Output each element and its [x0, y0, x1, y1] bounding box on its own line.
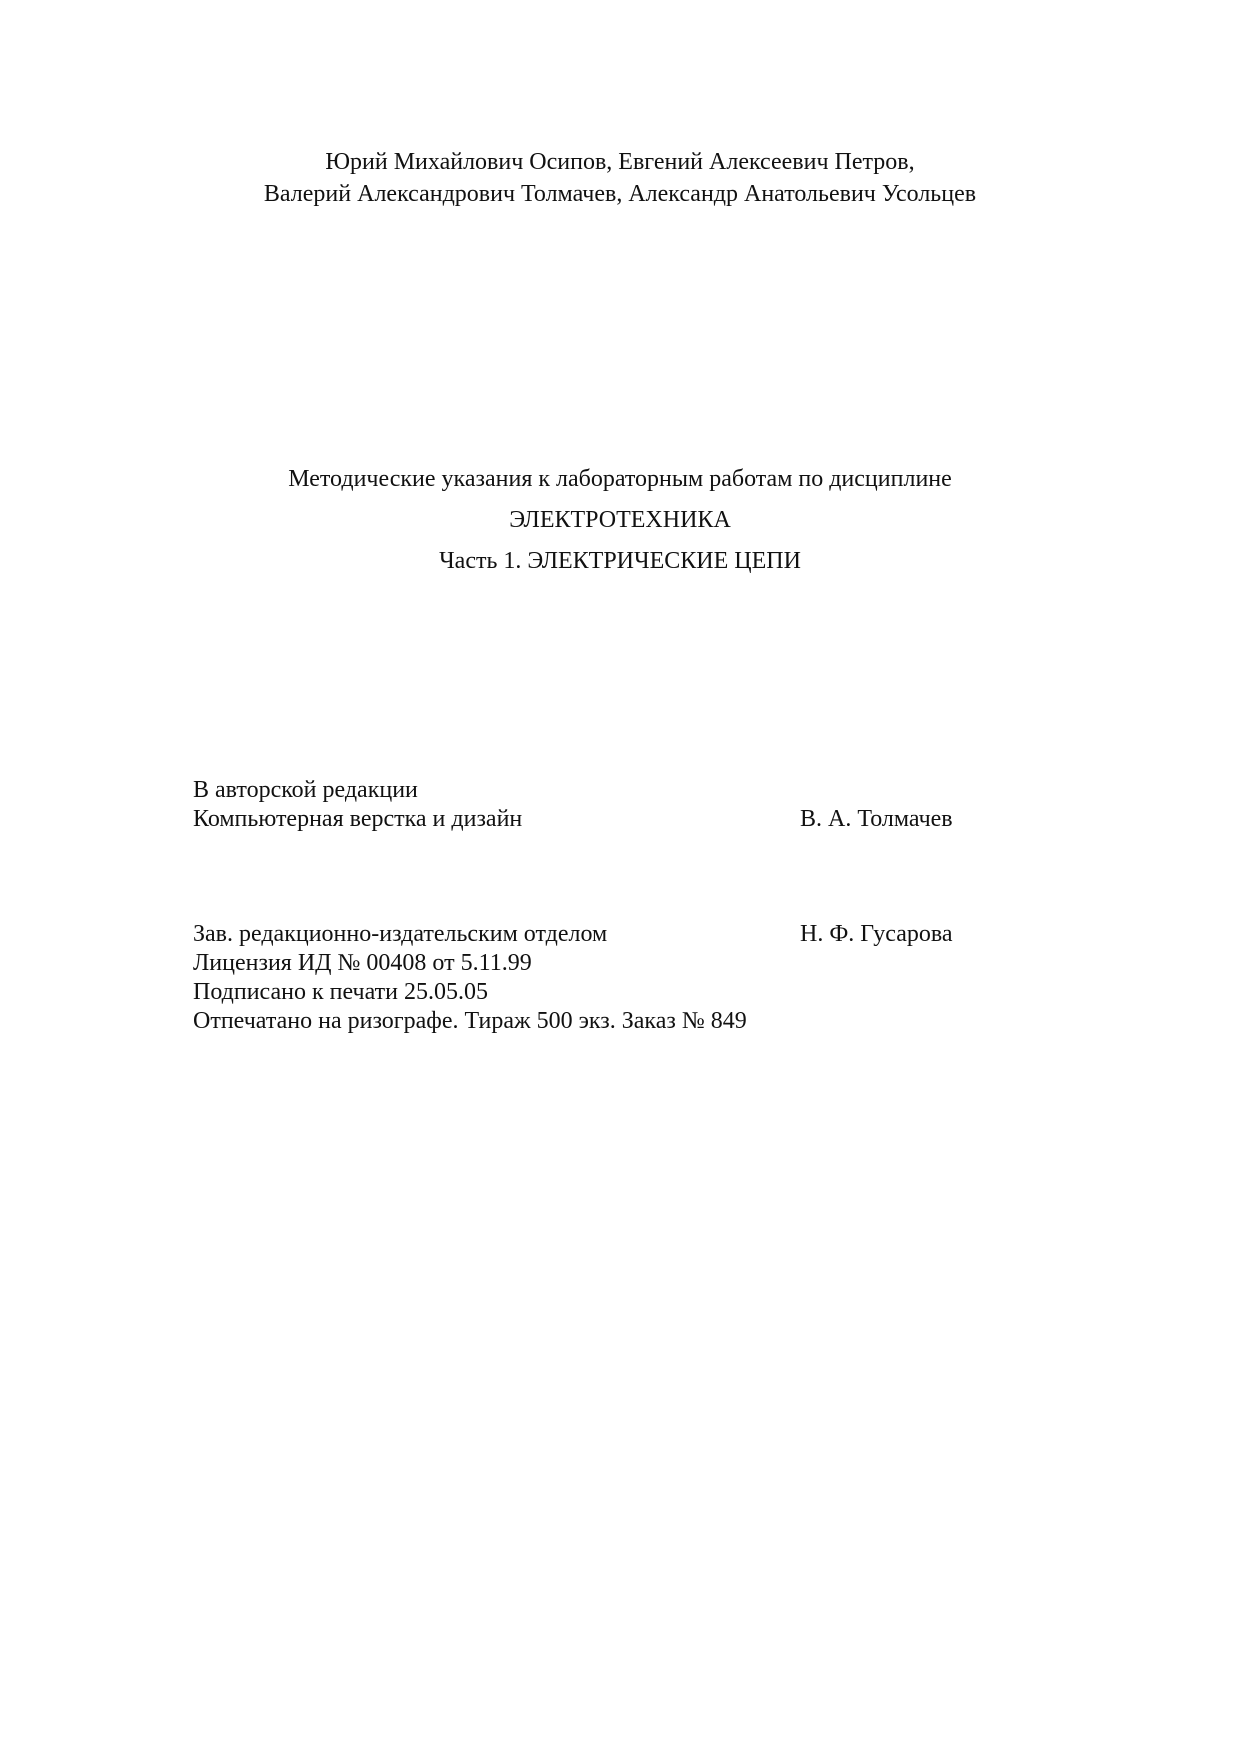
- printed-line: Отпечатано на ризографе. Тираж 500 экз. Заказ № 849: [193, 1008, 747, 1034]
- head-name: Н. Ф. Гусарова: [800, 921, 953, 947]
- layout-name: В. А. Толмачев: [800, 806, 953, 832]
- edition-note: В авторской редакции: [193, 777, 418, 803]
- signed-line: Подписано к печати 25.05.05: [193, 979, 488, 1005]
- head-label: Зав. редакционно-издательским отделом: [193, 921, 608, 947]
- authors-line-1: Юрий Михайлович Осипов, Евгений Алексеевич Петров,: [325, 149, 915, 175]
- license-line: Лицензия ИД № 00408 от 5.11.99: [193, 950, 532, 976]
- authors-line-2: Валерий Александрович Толмачев, Александр Анатольевич Усольцев: [263, 181, 977, 207]
- document-subtitle: Методические указания к лабораторным работам по дисциплине: [288, 466, 952, 492]
- discipline-title: ЭЛЕКТРОТЕХНИКА: [509, 507, 731, 533]
- part-title: Часть 1. ЭЛЕКТРИЧЕСКИЕ ЦЕПИ: [439, 548, 801, 574]
- layout-label: Компьютерная верстка и дизайн: [193, 806, 523, 832]
- authors-block: [0, 146, 1240, 210]
